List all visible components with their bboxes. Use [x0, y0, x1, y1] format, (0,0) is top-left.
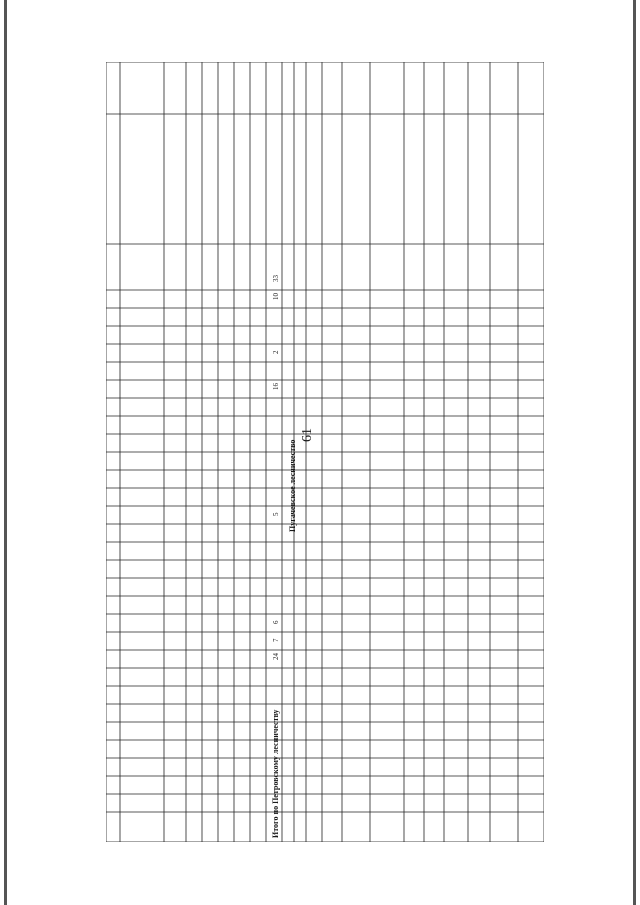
- section-title: Пугачевское лесничество: [288, 439, 297, 532]
- page-number: 61: [300, 428, 315, 442]
- document-table: [106, 62, 544, 842]
- total-value: 2: [272, 350, 280, 354]
- total-value: 16: [272, 383, 280, 390]
- total-value: 24: [272, 653, 280, 660]
- total-row-label: Итого по Петровскому лесничеству: [271, 709, 280, 838]
- total-value: 7: [272, 638, 280, 642]
- total-value: 33: [272, 275, 280, 282]
- total-value: 10: [272, 293, 280, 300]
- scan-edge-left: [4, 0, 7, 905]
- table-grid: [106, 62, 544, 842]
- scan-edge-right: [633, 0, 636, 905]
- total-value: 6: [272, 620, 280, 624]
- total-value: 5: [272, 512, 280, 516]
